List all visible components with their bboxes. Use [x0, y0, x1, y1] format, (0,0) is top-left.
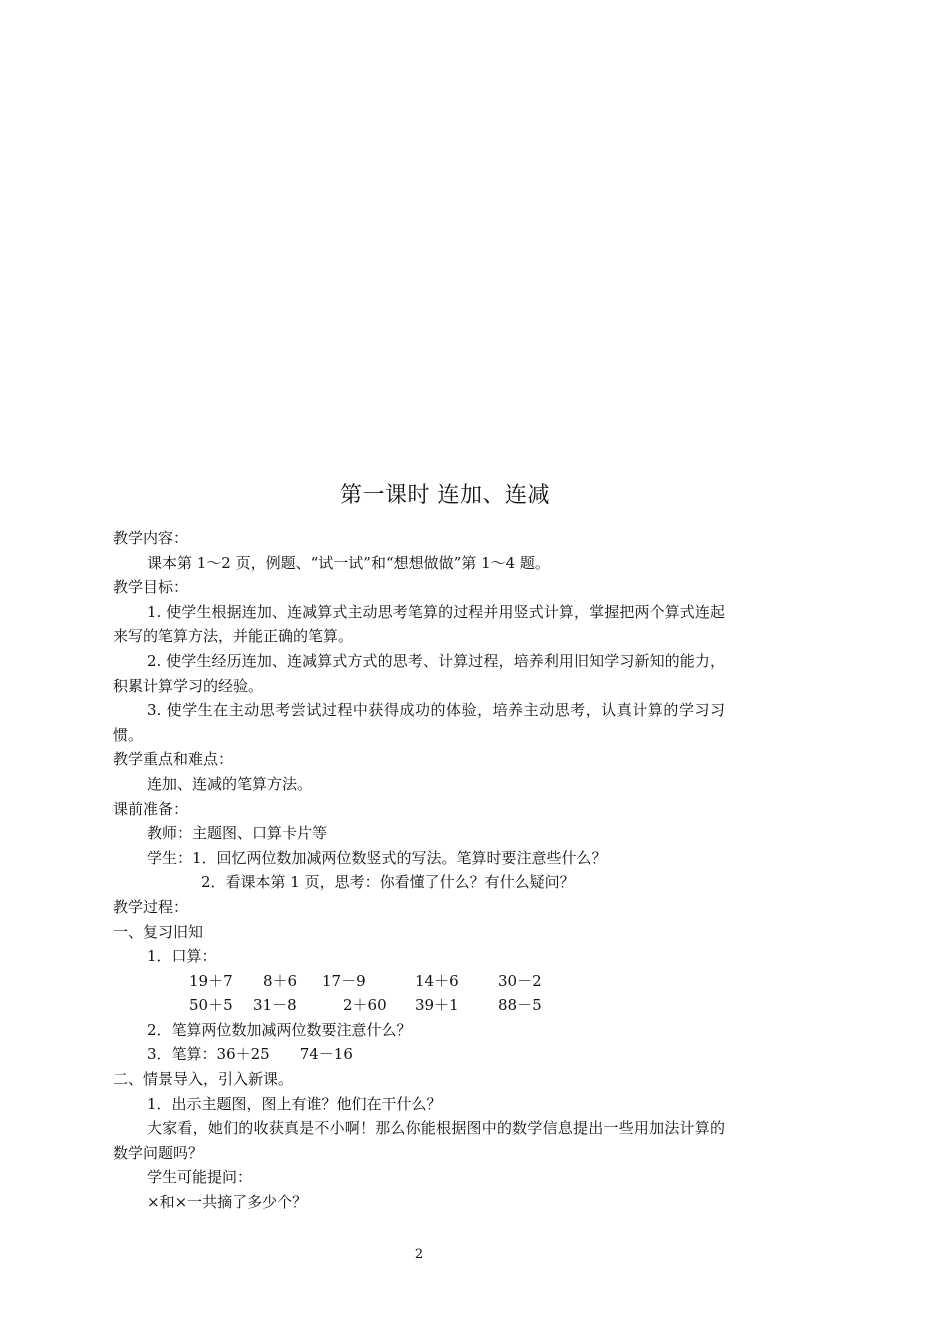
scene-1: 1．出示主题图，图上有谁？他们在干什么？ — [147, 1094, 442, 1113]
oral-item: 31－8 — [253, 996, 297, 1015]
oral-item: 2＋60 — [343, 996, 387, 1015]
lesson-body — [113, 526, 725, 1215]
part1-heading: 一、复习旧知 — [113, 922, 204, 941]
part2-heading: 二、情景导入，引入新课。 — [113, 1070, 294, 1089]
prep-student-2: 2．看课本第 1 页，思考：你看懂了什么？有什么疑问？ — [201, 873, 575, 892]
goal-3: 3. 使学生在主动思考尝试过程中获得成功的体验，培养主动思考，认真计算的学习习惯。 — [113, 701, 725, 744]
key-heading: 教学重点和难点： — [113, 750, 234, 769]
lesson-title: 第一课时 连加、连减 — [340, 483, 550, 508]
oral-item: 30－2 — [498, 971, 542, 990]
oral-label: 1．口算： — [147, 947, 217, 966]
oral-item: 8＋6 — [263, 971, 298, 990]
oral-item: 88－5 — [498, 996, 542, 1015]
oral-item: 17－9 — [322, 971, 366, 990]
oral-row-2 — [113, 993, 725, 1018]
goal-2: 2. 使学生经历连加、连减算式方式的思考、计算过程，培养利用旧知学习新知的能力，积累计算学习的经验。 — [113, 651, 725, 695]
oral-item: 14＋6 — [415, 971, 459, 990]
oral-item: 39＋1 — [415, 996, 459, 1015]
goal-1: 1. 使学生根据连加、连减算式主动思考笔算的过程并用竖式计算，掌握把两个算式连起来写的笔算方法，并能正确的笔算。 — [113, 602, 725, 646]
page-number: 2 — [414, 1247, 424, 1262]
oral-item: 50＋5 — [189, 996, 233, 1015]
oral-item: 19＋7 — [189, 971, 233, 990]
key-text: 连加、连减的笔算方法。 — [147, 774, 313, 793]
student-ask: 学生可能提问： — [147, 1168, 253, 1187]
prep-teacher: 教师：主题图、口算卡片等 — [147, 824, 328, 843]
content-text: 课本第 1～2 页，例题、“试一试”和“想想做做”第 1～4 题。 — [147, 553, 550, 572]
prep-student-1: 学生：1．回忆两位数加减两位数竖式的写法。笔算时要注意些什么？ — [147, 848, 607, 867]
prep-heading: 课前准备： — [113, 799, 189, 818]
oral-row-1 — [113, 969, 725, 994]
question-1: ×和×一共摘了多少个？ — [147, 1193, 308, 1212]
review-2: 2．笔算两位数加减两位数要注意什么？ — [147, 1020, 412, 1039]
scene-text: 大家看，她们的收获真是不小啊！那么你能根据图中的数学信息提出一些用加法计算的数学问题吗？ — [113, 1119, 725, 1162]
content-heading: 教学内容： — [113, 529, 189, 547]
review-3: 3．笔算：36＋25 74－16 — [147, 1045, 353, 1064]
goals-heading: 教学目标： — [113, 578, 189, 597]
process-heading: 教学过程： — [113, 897, 189, 916]
